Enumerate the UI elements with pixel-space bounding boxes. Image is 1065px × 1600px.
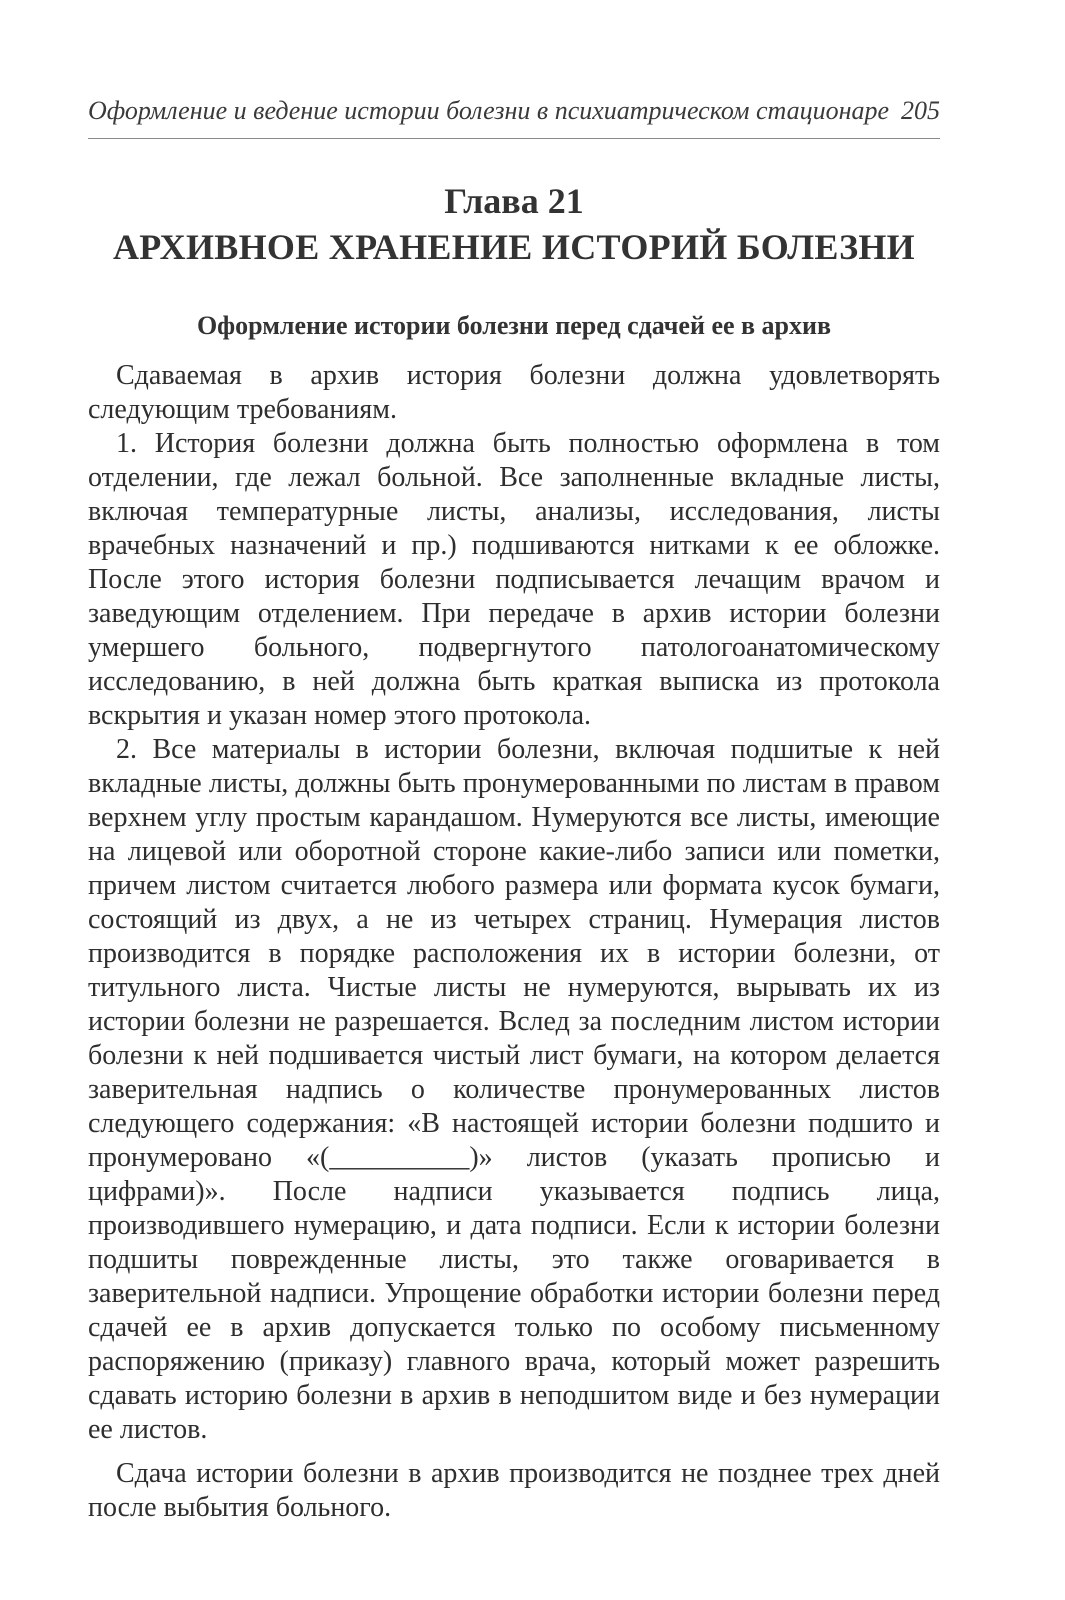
page-number: 205 [901, 96, 940, 125]
chapter-label: Глава 21 [444, 181, 584, 221]
book-page [88, 86, 940, 1566]
paragraph-intro: Сдаваемая в архив история болезни должна удовлетворять следующим требованиям. [88, 360, 940, 425]
chapter-title: АРХИВНОЕ ХРАНЕНИЕ ИСТОРИЙ БОЛЕЗНИ [113, 227, 915, 267]
paragraph-closing: Сдача истории болезни в архив производится не позднее трех дней после выбытия больного. [88, 1458, 940, 1523]
paragraph-item-1: 1. История болезни должна быть полностью оформлена в том отделении, где лежал больной. Все заполненные вкладные листы, включая температурные листы, анализы, исследования, листы врачебных назначений и пр.) подшиваются нитками к ее обложке. После этого история болезни подписывается лечащим врачом и заведующим отделением. При передаче в архив истории болезни умершего больного, подвергнутого патологоанатомическому исследованию, в ней должна быть краткая выписка из протокола вскрытия и указан номер этого протокола. [88, 428, 940, 731]
section-title: Оформление истории болезни перед сдачей ее в архив [196, 311, 832, 340]
body-text [88, 359, 940, 1525]
running-title: Оформление и ведение истории болезни в психиатрическом стационаре [88, 96, 890, 125]
running-header [88, 86, 940, 139]
paragraph-item-2: 2. Все материалы в истории болезни, включая подшитые к ней вкладные листы, должны быть пронумерованными по листам в правом верхнем углу простым карандашом. Нумеруются все листы, имеющие на лицевой или оборотной стороне какие-либо записи или пометки, причем листом считается любого размера или формата кусок бумаги, состоящий из двух, а не из четырех страниц. Нумерация листов производится в порядке расположения их в истории болезни, от титульного листа. Чистые листы не нумеруются, вырывать их из истории болезни не разрешается. Вслед за последним листом истории болезни к ней подшивается чистый лист бумаги, на котором делается заверительная надпись о количестве пронумерованных листов следующего содержания: «В настоящей истории болезни подшито и пронумеровано «(__________)» листов (указать прописью и цифрами)». После надписи указывается подпись лица, производившего нумерацию, и дата подписи. Если к истории болезни подшиты поврежденные листы, это также оговаривается в заверительной надписи. Упрощение обработки истории болезни перед сдачей ее в архив допускается только по особому письменному распоряжению (приказу) главного врача, который может разрешить сдавать историю болезни в архив в неподшитом виде и без нумерации ее листов. [88, 734, 940, 1445]
